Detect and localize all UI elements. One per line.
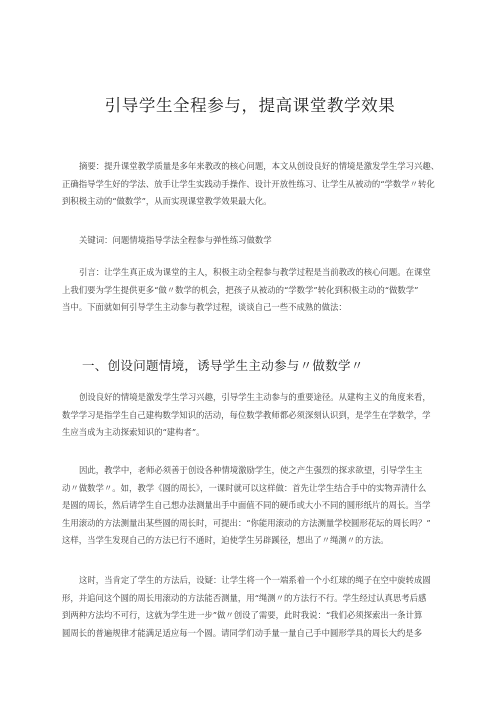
keywords-paragraph bbox=[62, 232, 454, 250]
body-paragraph-1 bbox=[62, 389, 454, 442]
paragraph-line: 圆周长的普遍规律才能满足适应每一个圆。请同学们动手量一量自己手中圆形学具的周长大约是多 bbox=[62, 627, 423, 638]
paragraph-line: 创设良好的情境是激发学生学习兴趣，引导学生主动参与的重要途径。从建构主义的角度来看， bbox=[79, 392, 431, 402]
paragraph-line: 动〃做数学〃。如，教学《圆的周长》，一课时就可以这样做：首先让学生结合手中的实物弄清什么 bbox=[62, 482, 427, 493]
paragraph-line: 因此，教学中，老师必须善于创设各种情境激励学生，使之产生强烈的探求欲望，引导学生主 bbox=[79, 465, 423, 475]
abstract-line: 正确指导学生好的学法、放手让学生实践动手操作、设计开放性练习、让学生从被动的“学数学〃转化 bbox=[62, 178, 435, 189]
abstract-paragraph bbox=[62, 158, 454, 211]
keywords-line: 关键词：问题情境指导学法全程参与弹性练习做数学 bbox=[79, 235, 272, 245]
paragraph-line: 形，并追问这个圆的周长用滚动的方法能否测量，用“绳测〃的方法行不行。学生经过认真思考后感 bbox=[62, 592, 427, 603]
body-paragraph-2 bbox=[62, 462, 454, 550]
paragraph-line: 生用滚动的方法测量出某些圆的周长时，可提出：“你能用滚动的方法测量学校圆形花坛的周长吗？” bbox=[62, 517, 431, 528]
body-paragraph-3 bbox=[62, 572, 454, 642]
intro-line: 上我们要为学生提供更多“做〃数学的机会，把孩子从被动的“学数学”转化到积极主动的“做数学” bbox=[62, 284, 419, 295]
paragraph-line: 生应当成为主动探索知识的“建构者”。 bbox=[62, 427, 205, 438]
paragraph-line: 是圆的周长，然后请学生自己想办法测量出手中面值不同的硬币或大小不同的圆形纸片的周长。当学 bbox=[62, 500, 431, 511]
document-title: 引导学生全程参与，提高课堂教学效果 bbox=[104, 96, 396, 115]
paragraph-line: 这时，当肯定了学生的方法后，设疑：让学生将一个一端系着一个小红球的绳子在空中旋转成圆 bbox=[79, 575, 431, 585]
abstract-line: 到积极主动的“做数学”，从而实现课堂教学效果最大化。 bbox=[62, 196, 272, 207]
abstract-line: 摘要：提升课堂教学质量是多年来教改的核心问题，本文从创设良好的情境是激发学生学习兴趣、 bbox=[79, 161, 440, 171]
section-heading: 一、创设问题情境，诱导学生主动参与〃做数学〃 bbox=[82, 358, 364, 373]
paragraph-line: 这样，当学生发现自己的方法已行不通时，迫使学生另辟蹊径，想出了〃绳测〃的方法。 bbox=[62, 535, 389, 546]
intro-paragraph bbox=[62, 264, 454, 317]
intro-line: 当中。下面就如何引导学生主动参与教学过程，谈谈自己一些不成熟的做法： bbox=[62, 302, 347, 313]
paragraph-line: 到两种方法均不可行，这就为学生进一步”做〃创设了需要，此时我说：“我们必须探索出一条计算 bbox=[62, 610, 423, 621]
paragraph-line: 数学学习是指学生自己建构数学知识的活动，每位数学教师都必须深刻认识到，是学生在学数学，学 bbox=[62, 409, 431, 420]
intro-line: 引言：让学生真正成为课堂的主人，积极主动全程参与教学过程是当前教改的核心问题。在课堂 bbox=[79, 267, 431, 277]
